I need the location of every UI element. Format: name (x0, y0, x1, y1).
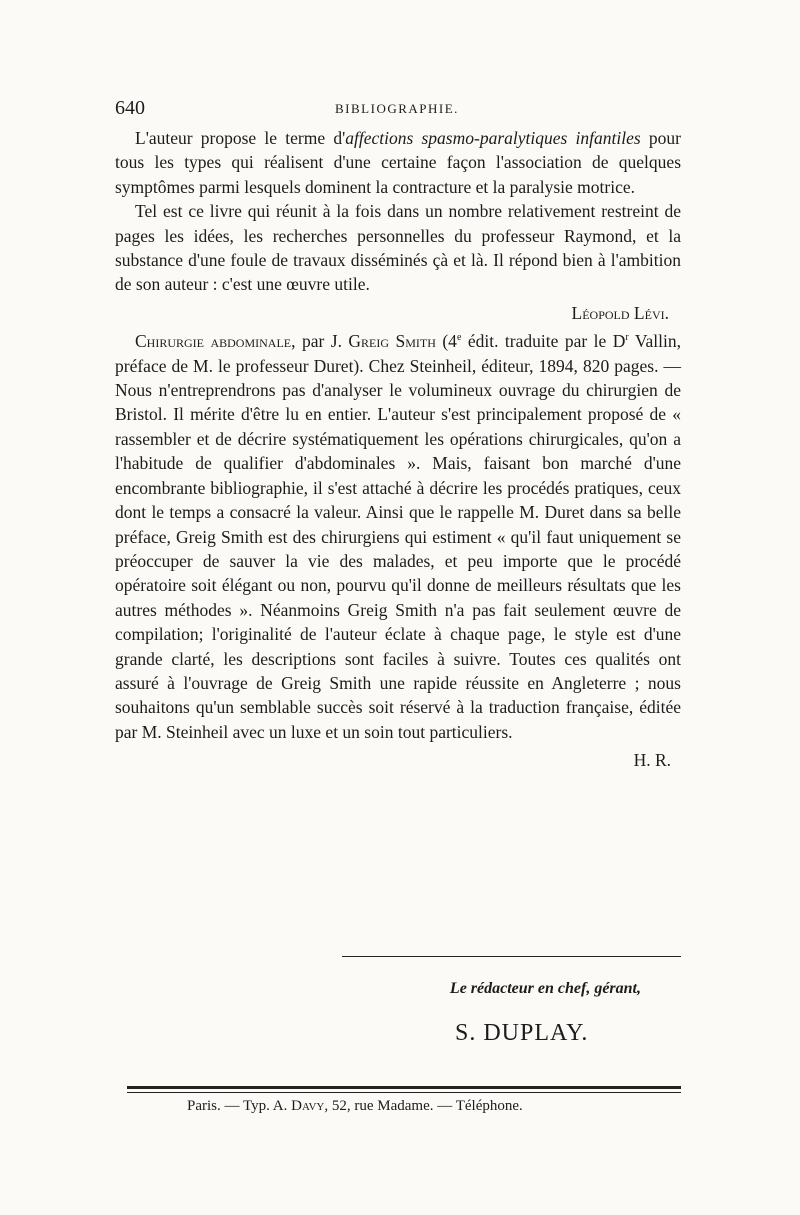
review1-paragraph1: L'auteur propose le terme d'affections spasmo-paralytiques infantiles pour tous les types qui réalisent d'une certaine façon l'association de quelques symptômes parmi lesquels dominent la contracture et la paralysie motrice. (115, 128, 682, 197)
footer-rule-thin (127, 1092, 681, 1093)
printer-name: Davy (291, 1098, 325, 1114)
page-header (115, 97, 681, 127)
printer-imprint: Paris. — Typ. A. Davy, 52, rue Madame. — Téléphone. (187, 1098, 523, 1114)
body-text (115, 126, 681, 773)
review1-signature: Léopold Lévi. (571, 302, 669, 323)
page-number: 640 (115, 97, 145, 119)
review2-author: Greig Smith (348, 331, 436, 352)
editor-role: Le rédacteur en chef, gérant, (449, 980, 641, 997)
review2-book-title: Chirurgie abdominale, (135, 331, 296, 352)
review1-term: affections spasmo-paralytiques infantiles (345, 128, 641, 148)
review2-signature: H. R. (633, 750, 671, 771)
footer-rule-thick (127, 1086, 681, 1089)
running-title: BIBLIOGRAPHIE. (335, 101, 459, 116)
review2-paragraph: Chirurgie abdominale, par J. Greig Smith (4e édit. traduite par le $D^r$ Vallin, préface de M. le professeur Duret). Chez Steinheil, éditeur, 1894, 820 pages. — Nous n'entreprendrons pas d'analyser le volumineux ouvrage du chirurgien de Bristol. Il mérite d'être lu en entier. L'auteur s'est principalement proposé de « rassembler et de décrire systématiquement les opérations chirurgicales, qu'on a l'habitude de qualifier d'abdominales ». Mais, faisant bon marché d'une encombrante bibliographie, il s'est attaché à décrire les procédés pratiques, ceux dont le temps a consacré la valeur. Ainsi que le rappelle M. Duret dans sa belle préface, Greig Smith est des chirurgiens qui estiment « qu'il faut uniquement se préoccuper de sauver la vie des malades, et peu importe que le procédé opératoire soit élégant ou non, pourvu qu'il donne de meilleurs résultats que les autres méthodes ». Néanmoins Greig Smith n'a pas fait seulement œuvre de compilation; l'originalité de l'auteur éclate à chaque page, le style est d'une grande clarté, les descriptions sont faciles à suivre. Toutes ces qualités ont assuré à l'ouvrage de Greig Smith une rapide réussite en Angleterre ; nous souhaitons qu'un semblable succès soit réservé à la traduction française, éditée par M. Steinheil avec un luxe et un soin tout particuliers. (115, 331, 682, 742)
editor-name: S. DUPLAY. (455, 1020, 589, 1046)
review1-paragraph2: Tel est ce livre qui réunit à la fois dans un nombre relativement restreint de pages les idées, les recherches personnelles du professeur Raymond, et la substance d'une foule de travaux disséminés çà et là. Il répond bien à l'ambition de son auteur : c'est une œuvre utile. (115, 201, 681, 295)
separator-rule (342, 956, 681, 957)
